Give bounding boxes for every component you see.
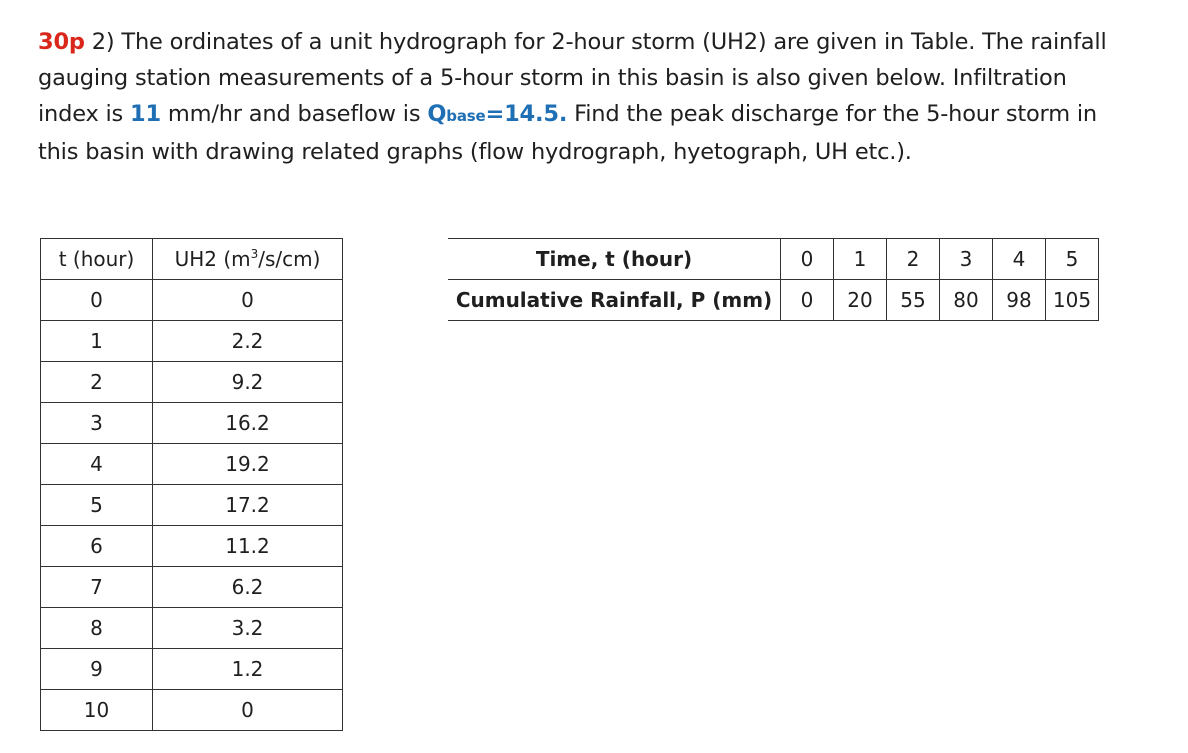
uh-cell-ordinate: 1.2 xyxy=(153,649,343,690)
baseflow-q: Q xyxy=(427,101,447,127)
points-label: 30p xyxy=(38,29,85,55)
uh-cell-time: 8 xyxy=(41,608,153,649)
uh-cell-time: 4 xyxy=(41,444,153,485)
uh-cell-time: 10 xyxy=(41,690,153,731)
rain-time-cell: 5 xyxy=(1046,239,1099,280)
uh-row xyxy=(41,321,343,362)
uh-cell-time: 7 xyxy=(41,567,153,608)
uh-cell-ordinate: 6.2 xyxy=(153,567,343,608)
uh-cell-ordinate: 3.2 xyxy=(153,608,343,649)
uh-cell-time: 1 xyxy=(41,321,153,362)
rain-value-cell: 98 xyxy=(993,280,1046,321)
uh-row xyxy=(41,567,343,608)
uh-cell-ordinate: 17.2 xyxy=(153,485,343,526)
rain-value-cell: 105 xyxy=(1046,280,1099,321)
infiltration-index-value: 11 xyxy=(130,101,161,127)
statement-text-3b: mm/hr and baseflow is xyxy=(160,101,428,127)
uh-cell-ordinate: 2.2 xyxy=(153,321,343,362)
uh-header-time: t (hour) xyxy=(41,239,153,280)
baseflow-subscript: base xyxy=(446,107,486,125)
statement-line-2: gauging station measurements of a 5-hour storm in this basin is also given below. Infiltration xyxy=(38,65,1067,91)
uh-cell-ordinate: 0 xyxy=(153,690,343,731)
uh-row xyxy=(41,362,343,403)
uh-row xyxy=(41,526,343,567)
uh-header-unit-a: UH2 (m xyxy=(174,247,251,271)
uh-cell-time: 2 xyxy=(41,362,153,403)
uh-cell-ordinate: 0 xyxy=(153,280,343,321)
unit-hydrograph-table xyxy=(40,238,343,731)
uh-cell-ordinate: 9.2 xyxy=(153,362,343,403)
rain-time-label: Time, t (hour) xyxy=(448,239,781,280)
uh-cell-time: 0 xyxy=(41,280,153,321)
uh-cell-ordinate: 16.2 xyxy=(153,403,343,444)
statement-line-1 xyxy=(38,24,1158,60)
baseflow-value: =14.5. xyxy=(485,101,568,127)
uh-cell-ordinate: 11.2 xyxy=(153,526,343,567)
rain-value-label: Cumulative Rainfall, P (mm) xyxy=(448,280,781,321)
rain-value-cell: 20 xyxy=(834,280,887,321)
uh-header-unit-sup: 3 xyxy=(250,247,259,261)
uh-row xyxy=(41,690,343,731)
rain-value-cell: 80 xyxy=(940,280,993,321)
problem-statement xyxy=(38,24,1158,170)
uh-row xyxy=(41,608,343,649)
rain-value-row xyxy=(448,280,1099,321)
rainfall-table xyxy=(448,238,1099,321)
uh-cell-ordinate: 19.2 xyxy=(153,444,343,485)
uh-header-ordinate xyxy=(153,239,343,280)
uh-cell-time: 3 xyxy=(41,403,153,444)
rain-time-cell: 1 xyxy=(834,239,887,280)
rain-time-cell: 3 xyxy=(940,239,993,280)
rain-value-cell: 55 xyxy=(887,280,940,321)
uh-cell-time: 9 xyxy=(41,649,153,690)
uh-row xyxy=(41,403,343,444)
rain-time-cell: 2 xyxy=(887,239,940,280)
uh-row xyxy=(41,444,343,485)
statement-text-1: 2) The ordinates of a unit hydrograph for 2-hour storm (UH2) are given in Table. The rainfall xyxy=(84,29,1107,55)
uh-header-unit-b: /s/cm) xyxy=(258,247,321,271)
statement-line-3 xyxy=(38,96,1158,134)
uh-row xyxy=(41,280,343,321)
baseflow-symbol xyxy=(427,101,567,127)
statement-text-3c: Find the peak discharge for the 5-hour storm in xyxy=(567,101,1097,127)
rain-time-cell: 0 xyxy=(781,239,834,280)
rain-time-row xyxy=(448,239,1099,280)
rain-value-cell: 0 xyxy=(781,280,834,321)
uh-cell-time: 6 xyxy=(41,526,153,567)
uh-row xyxy=(41,485,343,526)
statement-text-3a: index is xyxy=(38,101,131,127)
uh-row xyxy=(41,649,343,690)
uh-header-row xyxy=(41,239,343,280)
statement-line-4: this basin with drawing related graphs (flow hydrograph, hyetograph, UH etc.). xyxy=(38,139,912,165)
uh-cell-time: 5 xyxy=(41,485,153,526)
rain-time-cell: 4 xyxy=(993,239,1046,280)
